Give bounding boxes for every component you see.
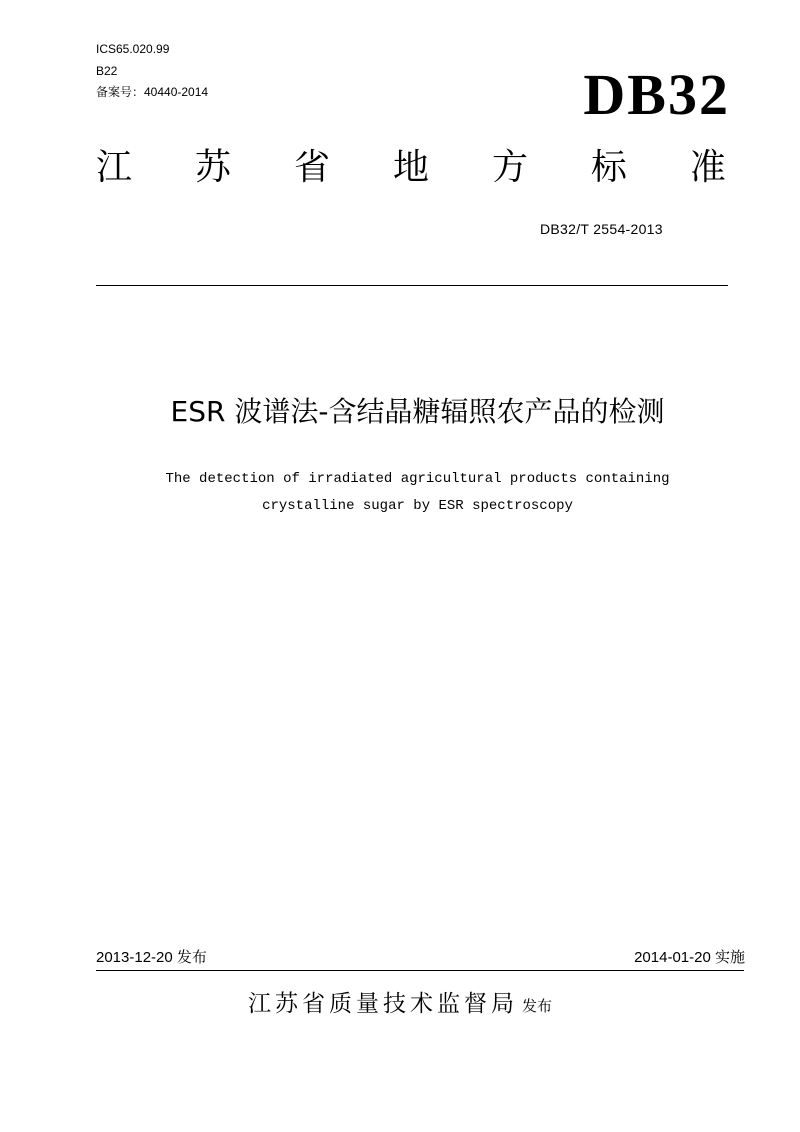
record-number: 备案号：40440-2014 [96,85,209,99]
title-chinese: ESR 波谱法-含结晶糖辐照农产品的检测 [170,395,665,428]
footer-divider [96,970,744,971]
title-english-line: crystalline sugar by ESR spectroscopy [262,498,573,514]
standard-number: DB32/T 2554-2013 [540,221,663,237]
kind-char: 标 [590,147,627,188]
ics-code: ICS65.020.99 [96,42,170,56]
standard-kind [96,147,726,188]
title-english [125,466,710,520]
classification-code: B22 [96,64,118,78]
implement-date: 2014-01-20 实施 [634,949,745,966]
publisher-suffix: 发布 [521,997,552,1015]
header-divider [96,285,728,286]
title-english-line: The detection of irradiated agricultural products containing [165,471,670,487]
publisher-name: 江苏省质量技术监督局 [247,991,518,1017]
kind-char: 省 [293,147,330,188]
kind-char: 江 [96,147,133,188]
kind-char: 地 [392,147,429,188]
kind-char: 苏 [194,147,231,188]
issue-date: 2013-12-20 发布 [96,949,207,966]
kind-char: 方 [491,147,528,188]
publisher [0,993,800,1016]
db32-logo: DB32 [583,62,730,127]
kind-char: 准 [689,147,726,188]
